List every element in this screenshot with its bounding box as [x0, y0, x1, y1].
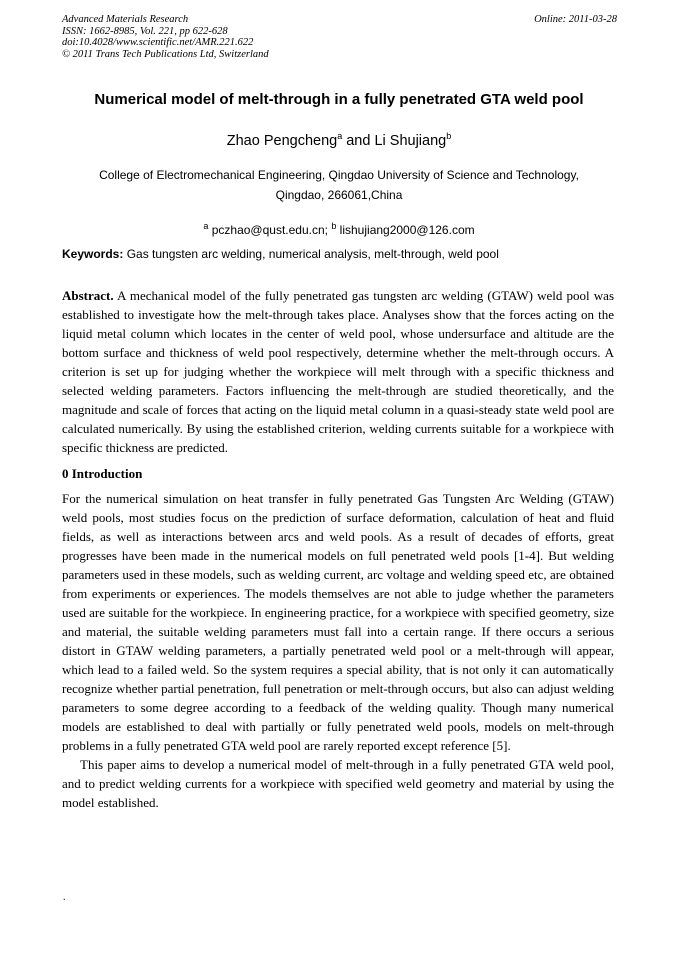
footer-mark: .	[63, 892, 66, 903]
author-name: Zhao Pengcheng	[226, 132, 338, 149]
journal-name: Advanced Materials Research	[62, 14, 189, 25]
email-line	[0, 207, 678, 237]
email-address: lishujiang2000@126.com	[336, 223, 475, 237]
copyright-line: © 2011 Trans Tech Publications Ltd, Switzerland	[62, 48, 269, 60]
paragraph: For the numerical simulation on heat transfer in fully penetrated Gas Tungsten Arc Welding (GTAW) weld pools, most studies focus on the prediction of surface deformation, calculation of heat and fluid fields, as well as interactions between arcs and weld pools. As a result of decades of efforts, great progresses have been made in the numerical models on full penetrated weld pools [1-4]. But welding parameters used in these models, such as welding current, arc voltage and welding speed etc, are obtained from experiments or experiences. The models themselves are not able to judge whether the parameters used are suitable for the workpiece. In engineering practice, for a workpiece with specified geometry, size and material, the suitable welding parameters must fall into a certain range. If there occurs a serious distort in GTAW welding parameters, a partially penetrated weld pool or a melt-through will appear, which lead to a failed weld. So the system requires a special ability, that is not only it can automatically recognize whether partial penetration, full penetration or melt-through occurs, but also can adjust welding parameters to some degree according to a feedback of the welding quality. Though many numerical models are established to deal with partially or fully penetrated weld pools, models on melt-through problems in a fully penetrated GTA weld pool are rarely reported except reference [5].	[62, 491, 614, 753]
author-conjunction: and	[342, 132, 375, 149]
paragraph: This paper aims to develop a numerical model of melt-through in a fully penetrated GTA weld pool, and to predict welding currents for a workpiece with specified weld geometry and material by using the model established.	[62, 757, 614, 810]
author-name: Li Shujiang	[374, 132, 447, 149]
journal-header	[62, 14, 617, 60]
issn-line: ISSN: 1662-8985, Vol. 221, pp 622-628	[62, 25, 228, 37]
affiliation-line: Qingdao, 266061,China	[275, 188, 403, 202]
paper-title: Numerical model of melt-through in a fully penetrated GTA weld pool	[94, 91, 584, 108]
abstract	[62, 286, 614, 457]
section-title: 0 Introduction	[62, 466, 143, 481]
keywords-label: Keywords:	[62, 247, 124, 261]
introduction-body	[62, 489, 614, 812]
affiliation-line: College of Electromechanical Engineering, Qingdao University of Science and Technology,	[99, 168, 579, 182]
doi-line: doi:10.4028/www.scientific.net/AMR.221.622	[62, 37, 254, 48]
email-superscript: b	[331, 221, 337, 231]
abstract-text: A mechanical model of the fully penetrated gas tungsten arc welding (GTAW) weld pool was established to investigate how the melt-through takes place. Analyses show that the forces acting on the liquid metal column which locates in the center of weld pool, whose undersurface and altitude are the bottom surface and thickness of weld pool respectively, determine whether the melt-through occurs. A criterion is set up for judging whether the workpiece will melt through with a specific thickness and selected welding parameters. Factors influencing the melt-through are studied theoretically, and the magnitude and scale of forces that acting on the liquid metal column in a quasi-steady state weld pool are calculated numerically. By using the established criterion, welding currents suitable for a workpiece with specific thickness are predicted.	[62, 288, 614, 455]
affiliation	[80, 165, 598, 205]
email-address: pczhao@qust.edu.cn;	[208, 223, 332, 237]
online-date: Online: 2011-03-28	[534, 14, 617, 25]
abstract-label: Abstract.	[62, 288, 114, 303]
email-superscript: a	[203, 221, 209, 231]
keywords-text: Gas tungsten arc welding, numerical analysis, melt-through, weld pool	[123, 247, 499, 261]
keywords	[62, 247, 618, 261]
author-superscript: b	[446, 131, 452, 141]
author-line	[0, 131, 678, 149]
author-superscript: a	[337, 131, 343, 141]
